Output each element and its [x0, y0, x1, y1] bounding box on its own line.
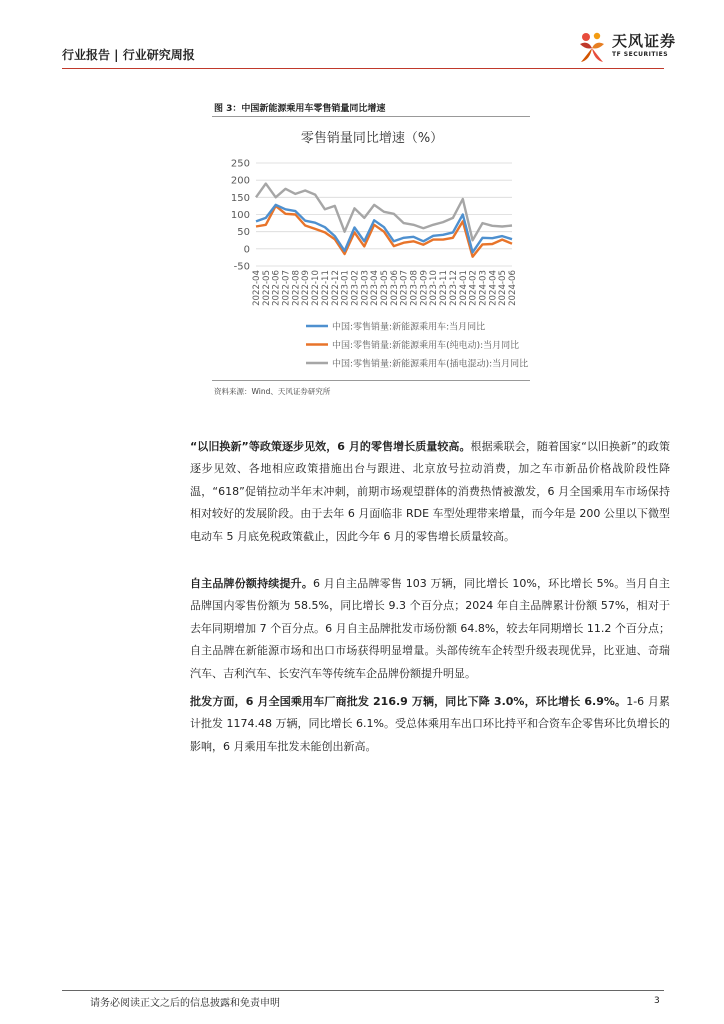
figure-source: 资料来源：Wind、天风证券研究所	[214, 387, 331, 396]
y-tick-label: 0	[243, 244, 250, 256]
logo-subname: TF SECURITIES	[612, 51, 669, 58]
x-tick-label: 2024-05	[498, 270, 509, 306]
paragraph-3	[190, 691, 670, 758]
x-tick-label: 2022-11	[320, 270, 331, 306]
x-tick-label: 2023-02	[350, 270, 361, 306]
y-tick-label: 100	[230, 210, 250, 221]
x-tick-label: 2022-12	[330, 270, 341, 306]
figure-bottom-rule	[212, 380, 530, 381]
paragraph-2	[190, 573, 670, 685]
x-tick-label: 2022-10	[311, 270, 322, 306]
paragraph-1-lead: “以旧换新”等政策逐步见效，6 月的零售增长质量较高。	[190, 440, 471, 453]
x-tick-label: 2023-09	[419, 270, 430, 306]
logo-name: 天风证券	[612, 32, 677, 50]
x-tick-label: 2022-08	[291, 270, 302, 306]
x-tick-label: 2023-10	[429, 270, 440, 306]
paragraph-1	[190, 436, 670, 548]
x-tick-label: 2023-03	[360, 270, 371, 306]
page-number: 3	[654, 996, 660, 1006]
x-tick-label: 2022-06	[271, 270, 282, 306]
y-tick-label: 250	[230, 158, 250, 170]
x-tick-label: 2022-09	[301, 270, 312, 306]
x-tick-label: 2024-06	[508, 270, 518, 306]
report-header: 行业报告 | 行业研究周报	[62, 48, 195, 62]
x-tick-label: 2023-08	[409, 270, 420, 306]
footer-divider	[62, 990, 664, 991]
x-tick-label: 2024-01	[458, 270, 469, 306]
x-tick-label: 2022-05	[261, 270, 272, 306]
disclaimer-note: 请务必阅读正文之后的信息披露和免责申明	[90, 998, 280, 1009]
legend-label: 中国:零售销量:新能源乘用车:当月同比	[332, 322, 486, 333]
paragraph-3-body: 1-6 月累计批发 1174.48 万辆，同比增长 6.1%。受总体乘用车出口环比持平和合资车企零售环比负增长的影响，6 月乘用车批发未能创出新高。	[190, 695, 671, 753]
y-tick-label: 200	[230, 175, 250, 187]
paragraph-2-lead: 自主品牌份额持续提升。	[190, 577, 314, 590]
chart-title: 零售销量同比增速（%）	[300, 131, 444, 146]
x-tick-label: 2023-05	[380, 270, 390, 306]
x-tick-label: 2023-12	[448, 270, 459, 306]
x-tick-label: 2023-01	[340, 270, 351, 306]
figure-top-rule	[212, 116, 530, 117]
legend-label: 中国:零售销量:新能源乘用车(插电混动):当月同比	[332, 359, 529, 370]
x-tick-label: 2023-06	[389, 270, 400, 306]
company-logo-icon	[572, 28, 612, 68]
y-tick-label: 150	[230, 192, 250, 204]
paragraph-1-body: 根据乘联会，随着国家“以旧换新”的政策逐步见效、各地相应政策措施出台与跟进、北京放号拉动消费，加之车市新品价格战阶段性降温，“618”促销拉动半年末冲刺，前期市场观望群体的消费热情被激发，6 月全国乘用车市场保持相对较好的发展阶段。由于去年 6 月面临非 RDE 车型处理带来增量，而今年是 200 公里以下微型电动车 5 月底免税政策截止，因此今年 6 月的零售增长质量较高。	[190, 440, 670, 543]
x-tick-label: 2024-03	[478, 270, 489, 306]
x-tick-label: 2022-04	[252, 270, 262, 306]
x-tick-label: 2023-04	[370, 270, 381, 306]
x-tick-label: 2022-07	[281, 270, 292, 306]
paragraph-2-body: 6 月自主品牌零售 103 万辆，同比增长 10%，环比增长 5%。当月自主品牌国内零售份额为 58.5%，同比增长 9.3 个百分点；2024 年自主品牌累计份额 57%，相对于去年同期增加 7 个百分点。6 月自主品牌批发市场份额 64.8%，较去年同期增长 11.2 个百分点；自主品牌在新能源市场和出口市场获得明显增量。头部传统车企转型升级表现优异，比亚迪、奇瑞汽车、吉利汽车、长安汽车等传统车企品牌份额提升明显。	[190, 577, 670, 680]
x-tick-label: 2023-11	[439, 270, 450, 306]
legend-label: 中国:零售销量:新能源乘用车(纯电动):当月同比	[332, 341, 520, 351]
yoy-growth-line-chart	[212, 118, 530, 378]
figure-caption: 图 3：中国新能源乘用车零售销量同比增速	[214, 104, 386, 114]
x-tick-label: 2023-07	[399, 270, 410, 306]
x-tick-label: 2024-04	[488, 270, 499, 306]
y-tick-label: -50	[233, 261, 250, 273]
header-divider	[62, 68, 664, 69]
y-tick-label: 50	[237, 227, 250, 239]
x-tick-label: 2024-02	[468, 270, 479, 306]
paragraph-3-lead: 批发方面，6 月全国乘用车厂商批发 216.9 万辆，同比下降 3.0%，环比增长 6.9%。	[190, 695, 627, 708]
